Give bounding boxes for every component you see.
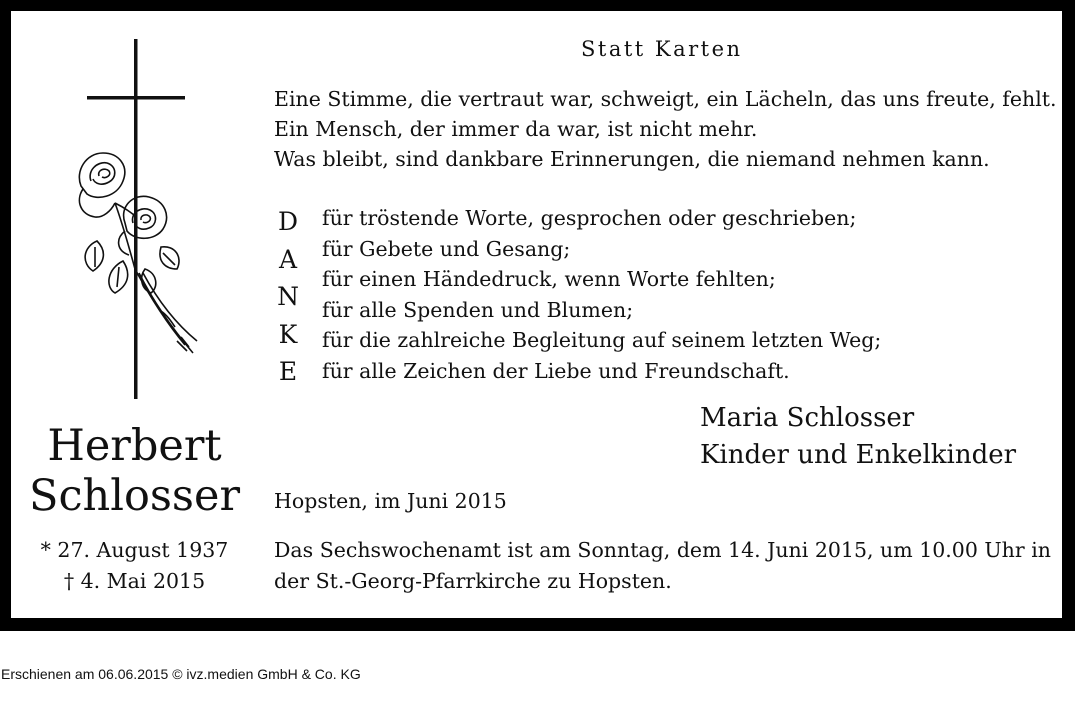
intro-line: Was bleibt, sind dankbare Erinnerungen, die niemand nehmen kann. (274, 147, 990, 171)
notice-header: Statt Karten (581, 37, 743, 61)
signers (700, 400, 1016, 474)
deceased-last-name: Schlosser (28, 471, 240, 521)
signer-family: Kinder und Enkelkinder (700, 440, 1017, 470)
danke-letter: E (278, 357, 298, 386)
mass-line: der St.-Georg-Pfarrkirche zu Hopsten. (274, 569, 672, 593)
danke-letter: D (277, 207, 299, 236)
thanks-line: für tröstende Worte, gesprochen oder geschrieben; (322, 206, 857, 230)
thanks-line: für die zahlreiche Begleitung auf seinem letzten Weg; (322, 328, 882, 353)
deceased-dates (11, 535, 258, 597)
thanks-line: für alle Zeichen der Liebe und Freundschaft. (322, 358, 790, 383)
birth-date: * 27. August 1937 (40, 538, 229, 562)
deceased-name (11, 421, 258, 521)
death-date: † 4. Mai 2015 (63, 569, 206, 593)
danke-acrostic (275, 203, 301, 391)
intro-text (274, 84, 1057, 174)
deceased-first-name: Herbert (47, 421, 222, 471)
cross-with-roses-icon (11, 11, 258, 411)
mass-announcement (274, 535, 1051, 597)
thanks-list (322, 203, 881, 387)
place-date: Hopsten, im Juni 2015 (274, 489, 507, 513)
intro-line: Ein Mensch, der immer da war, ist nicht mehr. (274, 117, 758, 141)
danke-letter: N (277, 282, 299, 311)
thanks-line: für alle Spenden und Blumen; (322, 297, 634, 322)
intro-line: Eine Stimme, die vertraut war, schweigt, ein Lächeln, das uns freute, fehlt. (274, 87, 1057, 111)
notice-card (11, 11, 1062, 618)
mass-line: Das Sechswochenamt ist am Sonntag, dem 14. Juni 2015, um 10.00 Uhr in (274, 538, 1051, 562)
danke-letter: A (278, 244, 298, 274)
thanks-line: für einen Händedruck, wenn Worte fehlten; (322, 267, 776, 292)
thanks-line: für Gebete und Gesang; (322, 236, 571, 261)
signer-name: Maria Schlosser (700, 403, 915, 433)
danke-letter: K (278, 319, 298, 349)
publication-footer: Erschienen am 06.06.2015 © ivz.medien GmbH & Co. KG (1, 666, 361, 682)
